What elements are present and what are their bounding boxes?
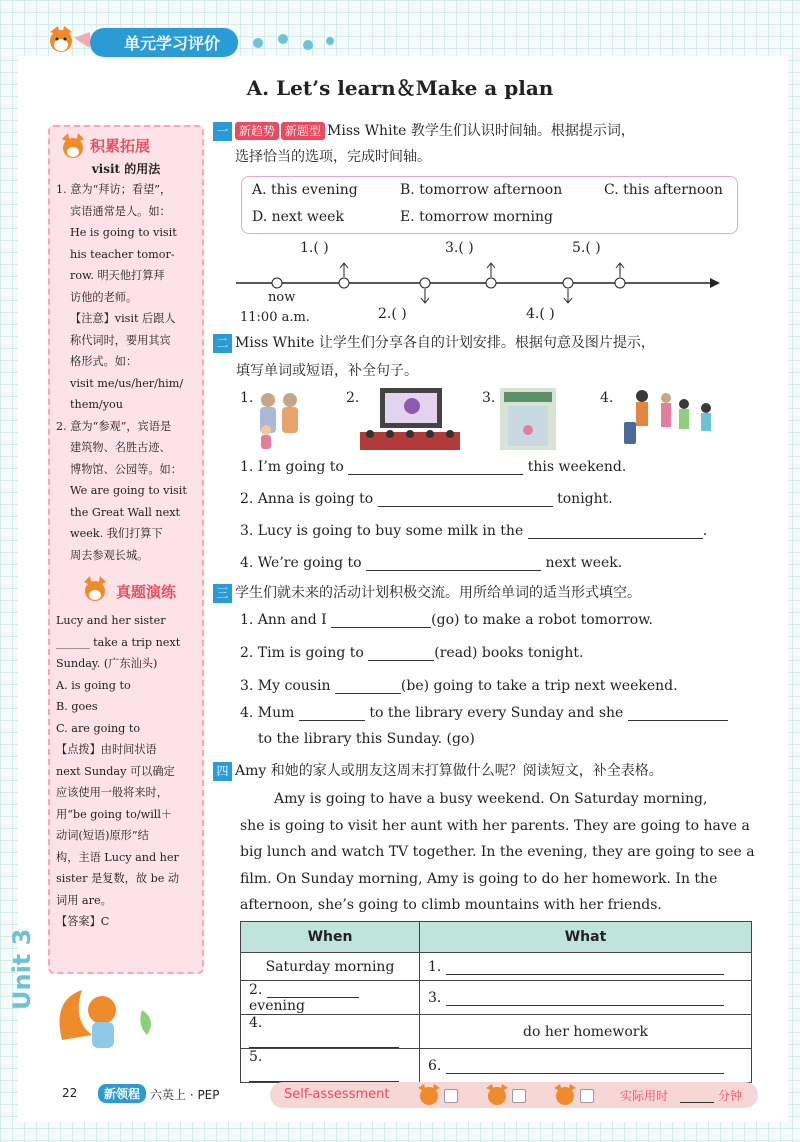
note-line: 宾语通常是人。如：	[70, 204, 171, 218]
section-title-accumulate: 积累拓展	[90, 137, 151, 155]
timeline-now: now	[268, 290, 296, 305]
fox-icon	[58, 133, 88, 163]
answer-blank[interactable]	[249, 1031, 399, 1048]
note-line: 动词(短语)原形”结	[56, 829, 149, 842]
sentence-text: next week.	[545, 555, 623, 571]
page-title: A. Let’s learn＆Make a plan	[246, 76, 554, 100]
option-c: C. this afternoon	[604, 182, 723, 198]
page-number: 22	[62, 1086, 78, 1100]
q2-sentence-3	[240, 522, 707, 539]
book-info: 六英上 · PEP	[150, 1088, 220, 1102]
pic-num-4: 4.	[600, 390, 614, 406]
note-line: 建筑物、名胜古迹、	[70, 441, 171, 454]
header-when: When	[241, 922, 420, 953]
answer-blank[interactable]	[335, 677, 401, 694]
note-line: 格形式。如：	[70, 355, 138, 368]
self-check-box-3[interactable]	[580, 1089, 594, 1103]
cell-what	[420, 953, 752, 981]
option-d: D. next week	[252, 209, 344, 225]
note-line: 周去参观长城。	[70, 548, 149, 562]
banner-title: 单元学习评价	[90, 28, 238, 57]
sentence-text: (read) books tonight.	[434, 645, 584, 661]
answer-blank[interactable]	[378, 490, 553, 507]
passage-line: film. On Sunday morning, Amy is going to do her homework. In the	[240, 870, 718, 887]
timeline-label-4: 4.( )	[526, 306, 555, 322]
blank-number: 2.	[249, 982, 263, 998]
q4-passage	[240, 786, 755, 919]
note-line: 1. 意为“拜访；看望”，	[56, 183, 172, 196]
note-line: C. are going to	[56, 721, 141, 735]
timeline-label-1: 1.( )	[300, 240, 329, 256]
pic-num-1: 1.	[240, 390, 254, 406]
q3-sentence-4	[240, 704, 728, 721]
sentence-text: (go) to make a robot tomorrow.	[431, 612, 654, 628]
header-what: What	[420, 922, 752, 953]
timeline-time: 11:00 a.m.	[240, 310, 310, 325]
q3-sentence-4-cont: to the library this Sunday. (go)	[258, 731, 475, 747]
note-line: 2. 意为“参观”，宾语是	[56, 419, 172, 433]
question-1	[213, 118, 753, 170]
time-spent-blank[interactable]	[680, 1086, 714, 1103]
note-line: next Sunday 可以确定	[56, 764, 175, 778]
plan-table	[240, 921, 752, 1083]
q1-prompt	[213, 118, 753, 144]
sentence-text: 2. Anna is going to	[240, 491, 374, 507]
note-line: 【点拨】由时间状语	[56, 743, 157, 756]
unit-banner	[44, 28, 338, 56]
q3-sentence-3	[240, 677, 678, 694]
cinema-picture	[360, 388, 460, 450]
note-line: B. goes	[56, 700, 98, 713]
self-check-box-2[interactable]	[512, 1089, 526, 1103]
cell-what	[420, 1049, 752, 1083]
q3-prompt-text: 学生们就未来的活动计划积极交流。用所给单词的适当形式填空。	[235, 585, 641, 601]
answer-blank[interactable]	[368, 644, 434, 661]
fox-mascot-icon	[44, 24, 94, 56]
note-line: Lucy and her sister	[56, 614, 166, 627]
q4-prompt	[213, 758, 758, 784]
family-visit-picture	[250, 388, 310, 450]
q2-prompt	[213, 330, 758, 356]
note-line: 访他的老师。	[70, 290, 138, 304]
time-unit-label: 分钟	[718, 1089, 743, 1103]
q2-sentence-1	[240, 458, 626, 475]
answer-blank[interactable]	[628, 704, 728, 721]
sentence-text: tonight.	[557, 491, 613, 507]
answer-blank[interactable]	[267, 981, 359, 998]
sentence-text: 3. My cousin	[240, 678, 331, 694]
note-line: We are going to visit	[70, 484, 187, 497]
fox-face-happy-icon	[416, 1084, 442, 1106]
blank-number: 6.	[428, 1058, 442, 1074]
q1-options-box	[241, 176, 738, 234]
cell-when	[241, 981, 420, 1015]
cell-what	[420, 981, 752, 1015]
answer-blank[interactable]	[299, 704, 365, 721]
answer-blank[interactable]	[348, 458, 523, 475]
sidebar-notes	[50, 179, 202, 566]
sentence-text: 1. Ann and I	[240, 612, 327, 628]
supermarket-picture	[500, 388, 556, 450]
cell-when	[241, 1049, 420, 1083]
q1-prompt-a: Miss White 教学生们认识时间轴。根据提示词，	[327, 123, 635, 139]
running-fox-illustration	[42, 980, 162, 1070]
option-a: A. this evening	[252, 182, 358, 198]
answer-blank[interactable]	[366, 554, 541, 571]
blank-number: 5.	[249, 1049, 263, 1065]
sentence-text: 2. Tim is going to	[240, 645, 364, 661]
blank-number: 3.	[428, 990, 442, 1006]
q3-sentence-2	[240, 644, 583, 661]
sidebar-section-accumulate	[80, 135, 202, 156]
unit-label: Unit 3	[8, 928, 36, 1010]
cell-suffix: evening	[249, 998, 305, 1014]
sentence-text: 4. Mum	[240, 705, 295, 721]
paw-prints-icon	[248, 31, 338, 53]
trip-picture	[620, 388, 720, 450]
note-line: sister 是复数，故 be 动	[56, 872, 180, 885]
note-line: the Great Wall next	[70, 505, 181, 519]
q3-number: 三	[213, 584, 232, 603]
q3-prompt	[213, 580, 758, 606]
table-row	[241, 953, 752, 981]
sentence-text: 1. I’m going to	[240, 459, 344, 475]
sentence-text: this weekend.	[527, 459, 627, 475]
sidebar-practice	[50, 610, 202, 933]
cell-when	[241, 1015, 420, 1049]
cell-what: do her homework	[420, 1015, 752, 1049]
blank-number: 1.	[428, 959, 442, 975]
q3-sentence-1	[240, 611, 653, 628]
q2-prompt-a: Miss White 让学生们分享各自的计划安排。根据句意及图片提示，	[235, 335, 655, 351]
note-line: week. 我们打算下	[70, 527, 163, 540]
note-line: Sunday. (广东汕头)	[56, 657, 158, 670]
sidebar-subtitle: visit 的用法	[91, 162, 161, 176]
note-line: 【答案】C	[56, 915, 110, 928]
note-line: 用“be going to/will＋	[56, 807, 173, 821]
note-line: 博物馆、公园等。如：	[70, 462, 182, 476]
option-e: E. tomorrow morning	[400, 209, 553, 225]
tag-new-trend: 新趋势	[235, 122, 279, 140]
timeline-label-3: 3.( )	[445, 240, 474, 256]
tag-new-type: 新题型	[281, 122, 325, 140]
q2-prompt-b: 填写单词或短语，补全句子。	[236, 363, 418, 379]
sentence-text: to the library every Sunday and she	[369, 705, 624, 721]
self-check-box-1[interactable]	[444, 1089, 458, 1103]
brand-logo: 新领程	[98, 1084, 146, 1103]
note-line: A. is going to	[56, 678, 131, 692]
passage-line: big lunch and watch TV together. In the evening, they are going to see a	[240, 844, 755, 860]
q1-number: 一	[213, 122, 232, 141]
blank-number: 4.	[249, 1015, 263, 1031]
sentence-text: 3. Lucy is going to buy some milk in the	[240, 523, 524, 539]
table-row	[241, 981, 752, 1015]
time-spent-label: 实际用时	[620, 1089, 669, 1103]
note-line: 称代词时，要用其宾	[70, 333, 171, 347]
self-assessment-bar	[270, 1082, 758, 1108]
q4-number: 四	[213, 762, 232, 781]
answer-blank[interactable]	[331, 611, 431, 628]
sentence-text: (be) going to take a trip next weekend.	[400, 678, 678, 694]
sidebar-section-practice	[80, 576, 202, 606]
fox-face-neutral-icon	[484, 1084, 510, 1106]
q2-sentence-2	[240, 490, 613, 507]
note-line: 应该使用一般将来时，	[56, 786, 168, 799]
sentence-text: .	[702, 523, 708, 539]
timeline-label-2: 2.( )	[378, 306, 407, 322]
note-line: visit me/us/her/him/	[70, 376, 184, 390]
answer-blank[interactable]	[249, 1065, 399, 1082]
answer-blank[interactable]	[528, 522, 703, 539]
table-header-row	[241, 922, 752, 953]
table-row	[241, 1015, 752, 1049]
answer-blank[interactable]	[446, 989, 724, 1006]
sentence-text: 4. We’re going to	[240, 555, 362, 571]
timeline-label-5: 5.( )	[572, 240, 601, 256]
answer-blank[interactable]	[446, 958, 724, 975]
passage-line: afternoon, she’s going to climb mountains with her friends.	[240, 897, 662, 913]
note-line: He is going to visit	[70, 226, 177, 239]
passage-line: she is going to visit her aunt with her parents. They are going to have a	[240, 817, 750, 834]
q2-number: 二	[213, 334, 232, 353]
pic-num-3: 3.	[482, 390, 496, 406]
note-line: 【注意】visit 后跟人	[70, 312, 176, 325]
q4-prompt-text: Amy 和她的家人或朋友这周末打算做什么呢？阅读短文，补全表格。	[235, 763, 663, 779]
q1-prompt-b: 选择恰当的选项，完成时间轴。	[235, 149, 431, 165]
note-line: them/you	[70, 398, 123, 411]
timeline-diagram	[232, 262, 732, 312]
fox-icon	[80, 576, 110, 606]
section-title-practice: 真题演练	[116, 582, 177, 601]
q2-sentence-4	[240, 554, 622, 571]
note-line: his teacher tomor-	[70, 247, 175, 261]
table-row	[241, 1049, 752, 1083]
fox-face-sad-icon	[552, 1084, 578, 1106]
note-line: 构，主语 Lucy and her	[56, 850, 179, 864]
note-line: ______ take a trip next	[56, 635, 181, 649]
cell-when: Saturday morning	[241, 953, 420, 981]
note-line: row. 明天他打算拜	[70, 269, 165, 282]
self-assessment-label: Self-assessment	[284, 1087, 390, 1102]
option-b: B. tomorrow afternoon	[400, 182, 563, 198]
note-line: 词用 are。	[56, 893, 112, 907]
sidebar-tips	[48, 125, 204, 974]
answer-blank[interactable]	[446, 1057, 724, 1074]
pic-num-2: 2.	[346, 390, 360, 406]
passage-line: Amy is going to have a busy weekend. On Saturday morning,	[274, 791, 708, 807]
